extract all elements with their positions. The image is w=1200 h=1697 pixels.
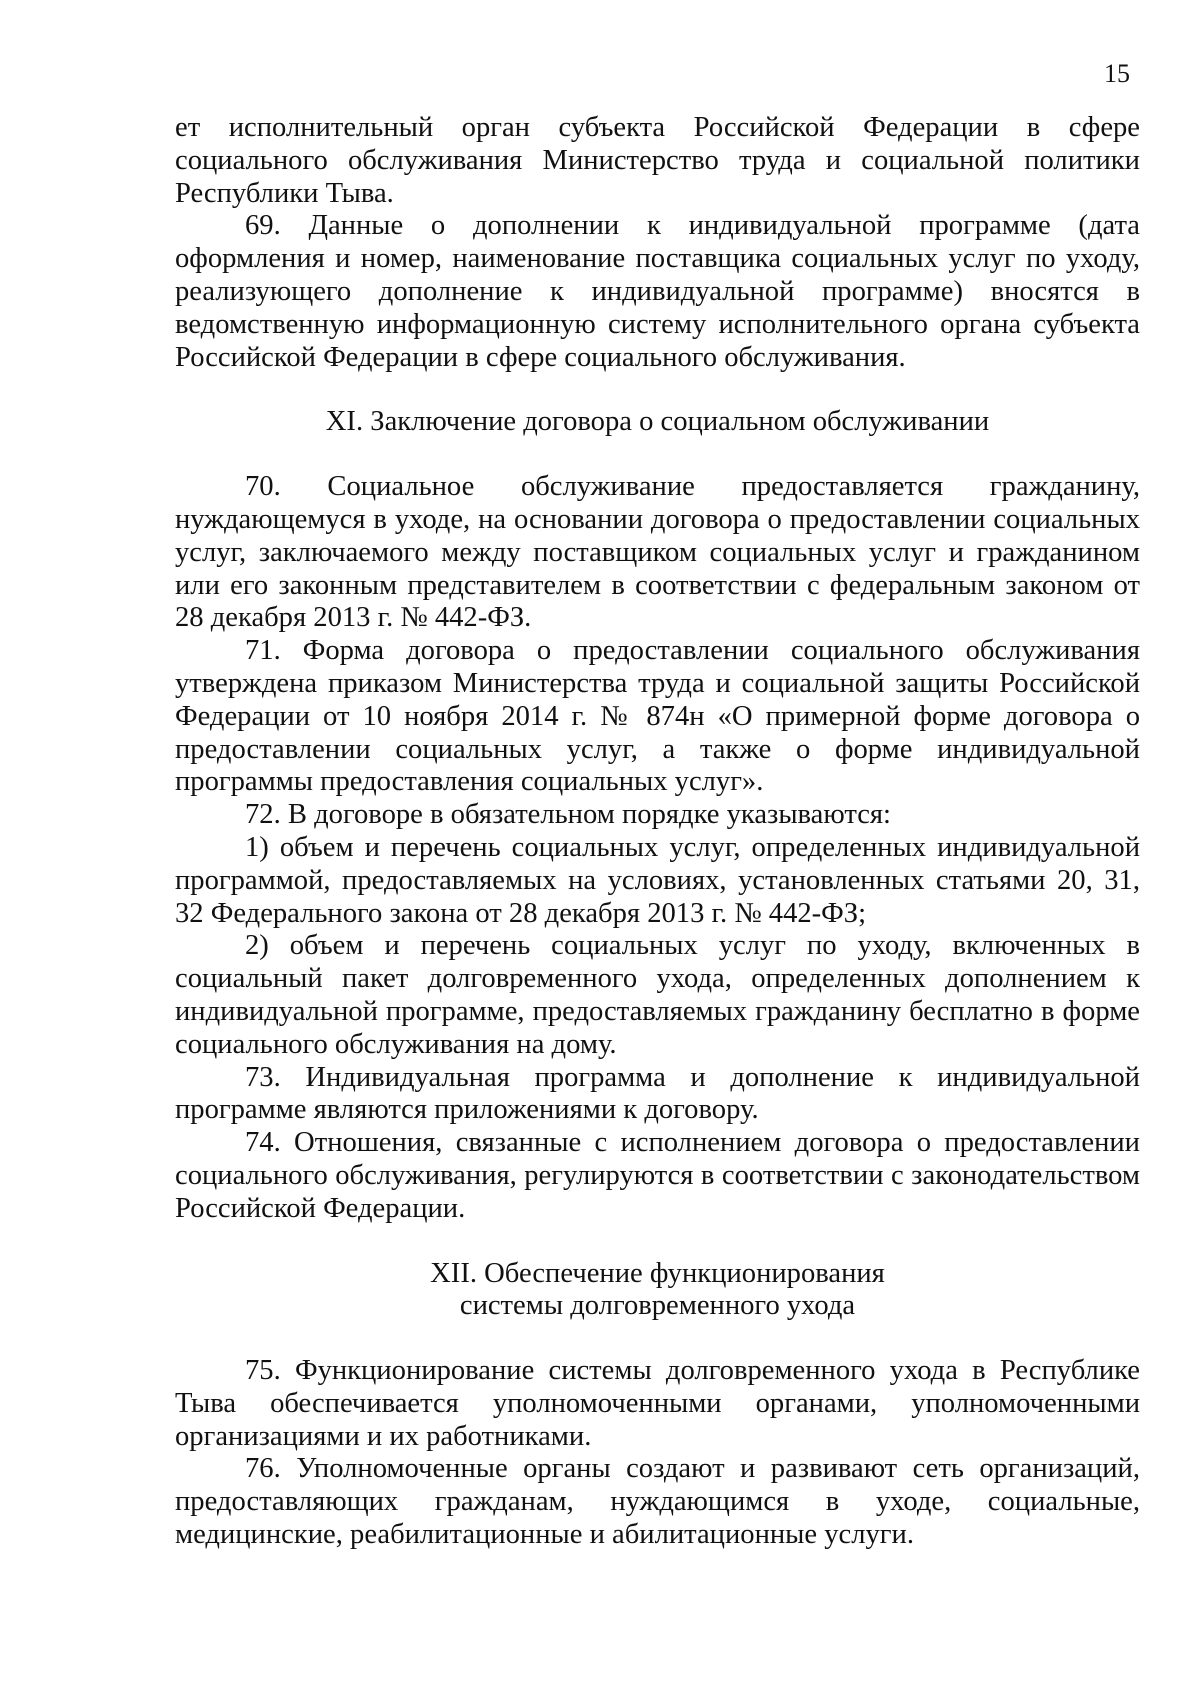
paragraph-72: 72. В договоре в обязательном порядке указываются:: [245, 799, 891, 831]
section-heading-xii-line2: системы долговременного ухода: [459, 1290, 856, 1322]
section-heading-xii-line1: XII. Обеспечение функционирования: [430, 1257, 885, 1289]
paragraph-71: 71. Форма договора о предоставлении социального обслуживания утверждена приказом Министерства труда и социальной защиты Российской Федерации от 10 ноября 2014 г. № 874н «О примерной форме договора о предоставлении социальных услуг, а также о форме индивидуальной программы предоставления социальных услуг».: [175, 635, 1140, 798]
page-number: 15: [1104, 59, 1130, 88]
document-body: [175, 112, 1140, 1552]
list-item-72-1: 1) объем и перечень социальных услуг, определенных индивидуальной программой, предоставляемых на условиях, установленных статьями 20, 31, 32 Федерального закона от 28 декабря 2013 г. № 442-ФЗ;: [175, 831, 1140, 929]
section-heading-xii: [175, 1258, 1140, 1324]
paragraph-74: 74. Отношения, связанные с исполнением договора о предоставлении социального обслуживания, регулируются в соответствии с законодательством Российской Федерации.: [175, 1127, 1140, 1224]
paragraph-70: 70. Социальное обслуживание предоставляется гражданину, нуждающемуся в уходе, на основании договора о предоставлении социальных услуг, заключаемого между поставщиком социальных услуг и гражданином или его законным представителем в соответствии с федеральным законом от 28 декабря 2013 г. № 442-ФЗ.: [175, 471, 1140, 634]
paragraph-76: 76. Уполномоченные органы создают и развивают сеть организаций, предоставляющих гражданам, нуждающимся в уходе, социальные, медицинские, реабилитационные и абилитационные услуги.: [175, 1453, 1140, 1551]
paragraph-73: 73. Индивидуальная программа и дополнение к индивидуальной программе являются приложениями к договору.: [175, 1061, 1140, 1126]
paragraph-75: 75. Функционирование системы долговременного ухода в Республике Тыва обеспечивается уполномоченными органами, уполномоченными организациями и их работниками.: [175, 1355, 1140, 1452]
section-heading-xi: XI. Заключение договора о социальном обслуживании: [325, 406, 990, 438]
paragraph-continuation: ет исполнительный орган субъекта Российской Федерации в сфере социального обслуживания Министерство труда и социальной политики Республики Тыва.: [175, 112, 1140, 209]
paragraph-69: 69. Данные о дополнении к индивидуальной программе (дата оформления и номер, наименование поставщика социальных услуг по уходу, реализующего дополнение к индивидуальной программе) вносятся в ведомственную информационную систему исполнительного органа субъекта Российской Федерации в сфере социального обслуживания.: [175, 210, 1140, 373]
list-item-72-2: 2) объем и перечень социальных услуг по уходу, включенных в социальный пакет долговременного ухода, определенных дополнением к индивидуальной программе, предоставляемых гражданину бесплатно в форме социального обслуживания на дому.: [175, 930, 1140, 1060]
